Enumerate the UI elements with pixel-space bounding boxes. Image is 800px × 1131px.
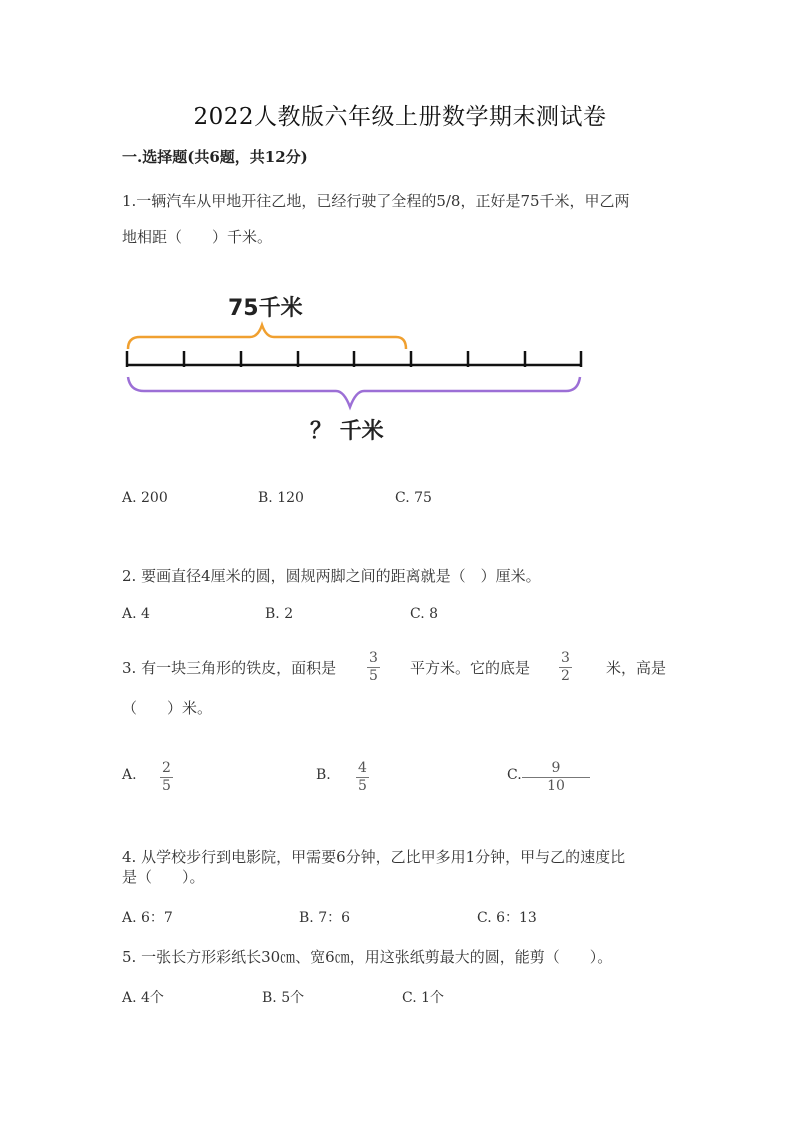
q4-option-a[interactable]: A. 6：7	[122, 910, 173, 926]
fraction-numerator: 3	[369, 650, 378, 666]
q3-text-line2: （ ）米。	[122, 699, 213, 717]
fraction-denominator: 2	[561, 668, 570, 684]
q3-option-b-fraction[interactable]	[356, 760, 369, 795]
fraction-numerator: 3	[561, 650, 570, 666]
q3-base-fraction	[559, 650, 572, 685]
q3-text-part2: 平方米。它的底是	[410, 659, 531, 677]
q5-option-b[interactable]: B. 5个	[262, 990, 305, 1006]
q4-option-c[interactable]: C. 6：13	[477, 910, 537, 926]
q3-option-c-label[interactable]: C.	[507, 767, 522, 783]
q2-option-a[interactable]: A. 4	[122, 606, 150, 622]
q3-text-part1: 3. 有一块三角形的铁皮，面积是	[122, 659, 337, 677]
section-heading: 一.选择题(共6题，共12分)	[122, 148, 308, 166]
q2-option-b[interactable]: B. 2	[265, 606, 294, 622]
q1-option-b[interactable]: B. 120	[258, 490, 304, 506]
q2-option-c[interactable]: C. 8	[410, 606, 439, 622]
fraction-denominator: 10	[547, 778, 565, 794]
diagram-bottom-label: ？ 千米	[310, 419, 384, 444]
q3-text-part3: 米，高是	[606, 659, 667, 677]
q5-text: 5. 一张长方形彩纸长30㎝、宽6㎝，用这张纸剪最大的圆，能剪（ ）。	[122, 948, 613, 966]
q4-text-line1: 4. 从学校步行到电影院，甲需要6分钟，乙比甲多用1分钟，甲与乙的速度比	[122, 848, 626, 866]
fraction-numerator: 4	[358, 760, 367, 776]
q1-line-segment-diagram	[110, 285, 600, 455]
q1-option-a[interactable]: A. 200	[122, 490, 168, 506]
q2-text: 2. 要画直径4厘米的圆，圆规两脚之间的距离就是（ ）厘米。	[122, 567, 541, 585]
diagram-top-label: 75千米	[228, 296, 303, 321]
page-title: 2022人教版六年级上册数学期末测试卷	[193, 104, 607, 130]
q3-area-fraction	[367, 650, 380, 685]
q5-option-a[interactable]: A. 4个	[122, 990, 164, 1006]
fraction-denominator: 5	[358, 778, 367, 794]
q3-option-a-fraction[interactable]	[160, 760, 173, 795]
fraction-denominator: 5	[162, 778, 171, 794]
fraction-denominator: 5	[369, 668, 378, 684]
fraction-numerator: 2	[162, 760, 171, 776]
known-distance-brace	[128, 325, 406, 349]
q1-text-line2: 地相距（ ）千米。	[122, 228, 273, 246]
q3-option-c-fraction[interactable]	[522, 760, 590, 795]
q1-text-line1: 1.一辆汽车从甲地开往乙地，已经行驶了全程的5/8，正好是75千米，甲乙两	[122, 192, 630, 210]
fraction-numerator: 9	[551, 760, 561, 776]
q4-text-line2: 是（ ）。	[122, 868, 205, 886]
q3-option-b-label[interactable]: B.	[316, 767, 331, 783]
q4-option-b[interactable]: B. 7：6	[299, 910, 351, 926]
q3-option-a-label[interactable]: A.	[122, 767, 137, 783]
q1-option-c[interactable]: C. 75	[395, 490, 432, 506]
total-distance-brace	[128, 377, 580, 407]
q5-option-c[interactable]: C. 1个	[402, 990, 445, 1006]
